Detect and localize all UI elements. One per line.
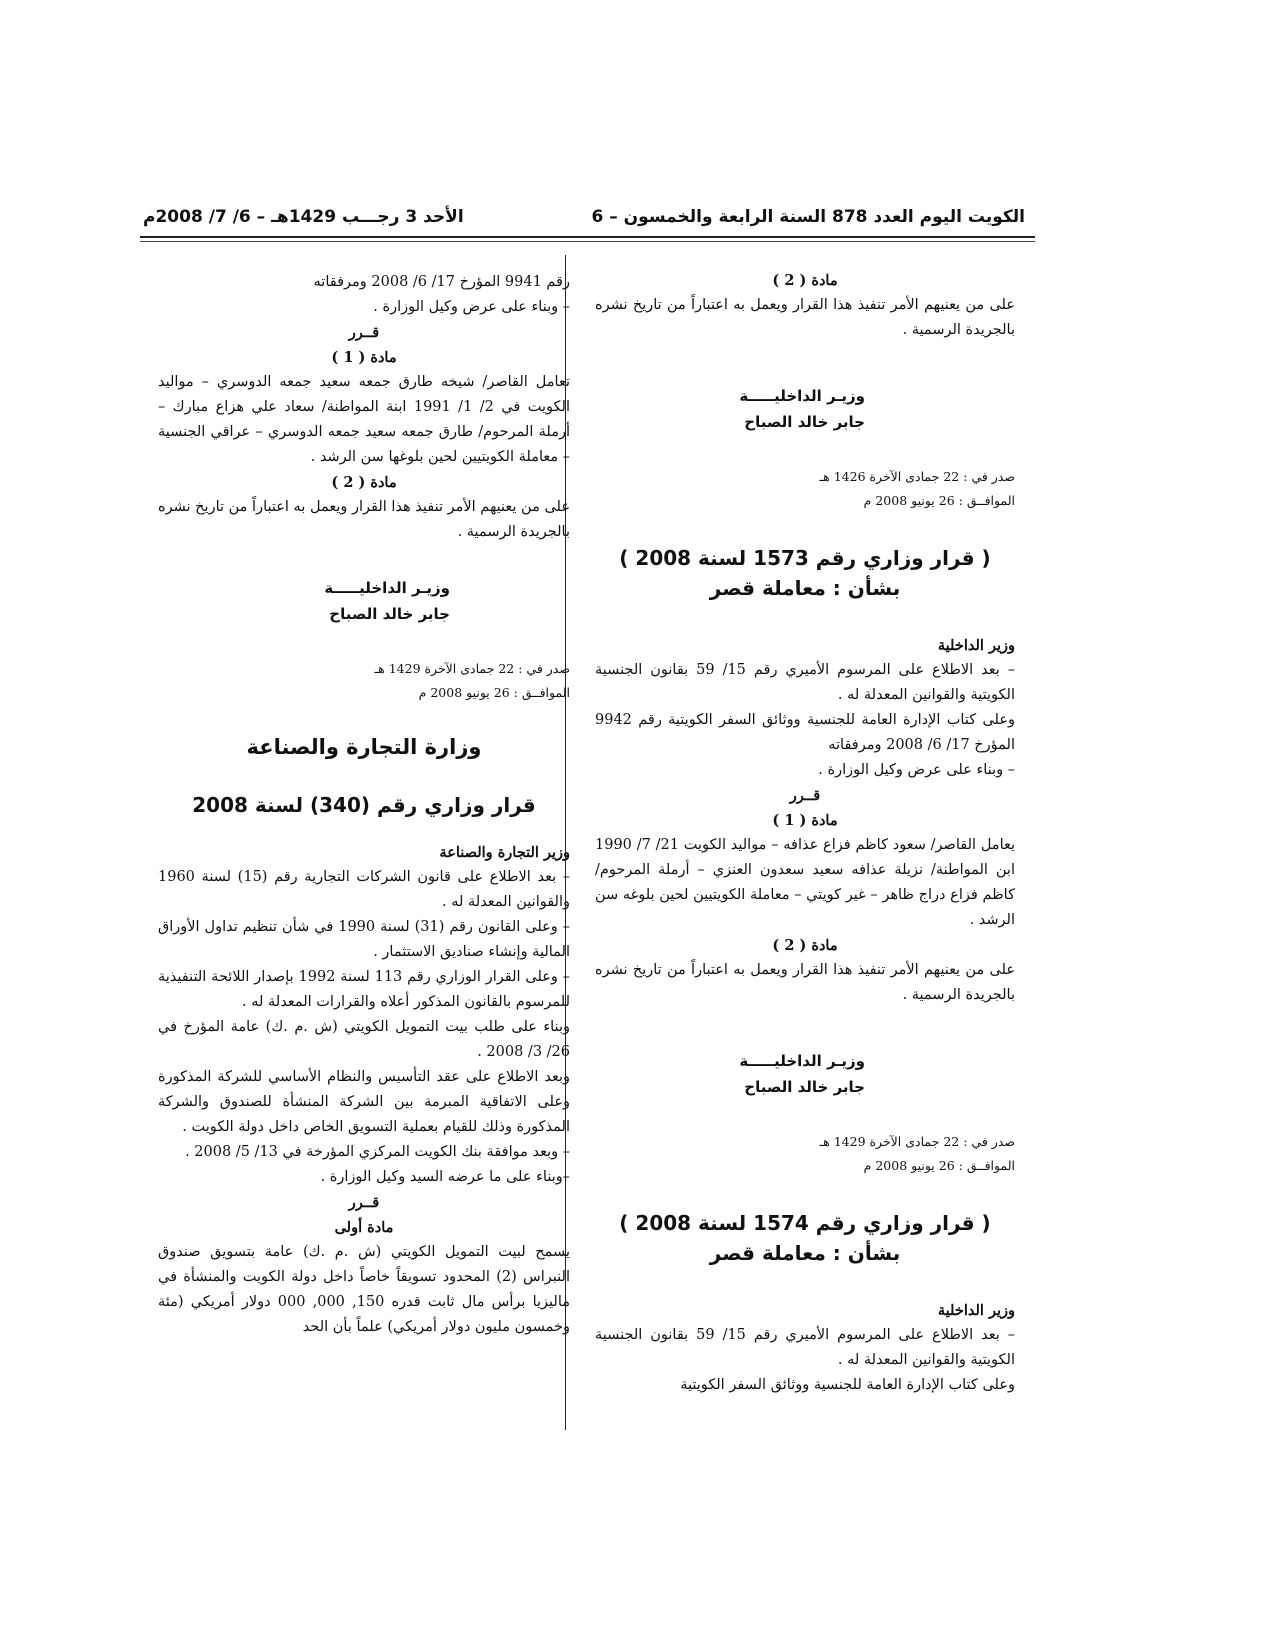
- ministry-heading: وزارة التجارة والصناعة: [246, 735, 482, 759]
- article-1-heading: مادة ( 1 ): [331, 349, 397, 366]
- preamble-1: – بعد الاطلاع على المرسوم الأميري رقم 15/ 59 بقانون الجنسية الكويتية والقوانين المعدلة له .: [595, 662, 1015, 703]
- header-rule-thin: [140, 241, 1035, 242]
- issue-date-block: [595, 1130, 1015, 1178]
- signature-title: وزيـر الداخليـــــة: [739, 387, 865, 405]
- page-header-date: الأحد 3 رجـــب 1429هـ – 6/ 7/ 2008م: [143, 207, 464, 227]
- minister-line: وزير الداخلية: [937, 637, 1015, 654]
- corresponding-date: الموافــق : 26 يونيو 2008 م: [863, 1158, 1015, 1173]
- issued-date: صدر في : 22 جمادى الآخرة 1429 هـ: [819, 1134, 1015, 1149]
- decision-340-title: قرار وزاري رقم (340) لسنة 2008: [192, 793, 536, 817]
- preamble-2: وعلى كتاب الإدارة العامة للجنسية ووثائق السفر الكويتية رقم 9942 المؤرخ 17/ 6/ 2008 ومرفقاته: [595, 712, 1015, 753]
- preamble-4: وبناء على طلب بيت التمويل الكويتي (ش .م .ك) عامة المؤرخ في 26/ 3/ 2008 .: [158, 1019, 570, 1060]
- signature-title: وزيـر الداخليـــــة: [324, 579, 450, 597]
- preamble-1: – بعد الاطلاع على المرسوم الأميري رقم 15/ 59 بقانون الجنسية الكويتية والقوانين المعدلة له .: [595, 1327, 1015, 1368]
- preamble-2: – وعلى القانون رقم (31) لسنة 1990 في شأن تنظيم تداول الأوراق المالية وإنشاء صناديق الاستثمار .: [158, 919, 570, 960]
- decision-1573-title: ( قرار وزاري رقم 1573 لسنة 2008 ): [619, 546, 991, 570]
- article-1-text: تعامل القاصر/ شيخه طارق جمعه سعيد جمعه الدوسري – مواليد الكويت في 2/ 1/ 1991 ابنة المواطنة/ سعاد علي هزاع مبارك – أرملة المرحوم/ طارق جمعه سعيد جمعه الدوسري – عراقي الجنسية – معاملة الكويتيين لحين بلوغها سن الرشد .: [158, 374, 570, 465]
- preamble-3: – وبناء على عرض وكيل الوزارة .: [818, 762, 1015, 778]
- minister-line: وزير الداخلية: [937, 1302, 1015, 1319]
- header-rule: [140, 236, 1035, 238]
- decision-1574-subject: بشأن : معاملة قصر: [709, 1241, 901, 1265]
- signature-block: [595, 383, 1015, 435]
- decided-heading: قــرر: [789, 787, 821, 804]
- article-1-heading: مادة ( 1 ): [772, 812, 838, 829]
- preamble-continued: رقم 9941 المؤرخ 17/ 6/ 2008 ومرفقاته: [313, 274, 570, 290]
- signature-name: جابر خالد الصباح: [744, 1078, 865, 1096]
- article-2-heading: مادة ( 2 ): [772, 937, 838, 954]
- article-1-text: يعامل القاصر/ سعود كاظم فزاع عذافه – مواليد الكويت 21/ 7/ 1990 ابن المواطنة/ نزيلة عذافه سعيد سعدون العنزي – أرملة المرحوم/ كاظم فزاع دراج ظاهر – غير كويتي – معاملة الكويتيين لحين بلوغه سن الرشد .: [595, 837, 1016, 928]
- article-first-heading: مادة أولى: [334, 1219, 394, 1236]
- preamble-2: وعلى كتاب الإدارة العامة للجنسية ووثائق السفر الكويتية: [680, 1377, 1015, 1393]
- article-first-text: يسمح لبيت التمويل الكويتي (ش .م .ك) عامة بتسويق صندوق النبراس (2) المحدود تسويقاً خاصاً داخل دولة الكويت والمنشأة في ماليزيا برأس مال ثابت قدره 150, 000, 000 دولار أمريكي (مئة وخمسون مليون دولار أمريكي) علماً بأن الحد: [158, 1244, 571, 1335]
- signature-block: [158, 575, 570, 627]
- signature-title: وزيـر الداخليـــــة: [739, 1052, 865, 1070]
- left-column: [158, 270, 570, 1340]
- article-2-text: على من يعنيهم الأمر تنفيذ هذا القرار ويعمل به اعتباراً من تاريخ نشره بالجريدة الرسمية .: [595, 962, 1015, 1003]
- page-header-issue: الكويت اليوم العدد 878 السنة الرابعة والخمسون – 6: [591, 207, 1025, 227]
- right-column: [595, 268, 1015, 1398]
- signature-name: جابر خالد الصباح: [744, 413, 865, 431]
- issue-date-block: [158, 657, 570, 705]
- signature-block: [595, 1048, 1015, 1100]
- minister-line: وزير التجارة والصناعة: [439, 844, 570, 861]
- preamble-5: وبعد الاطلاع على عقد التأسيس والنظام الأساسي للشركة المذكورة وعلى الاتفاقية المبرمة بين الشركة المنشأة للصندوق والشركة المذكورة وذلك للقيام بعملية التسويق الخاص داخل دولة الكويت .: [158, 1069, 570, 1135]
- article-2-text: على من يعنيهم الأمر تنفيذ هذا القرار ويعمل به اعتباراً من تاريخ نشره بالجريدة الرسمية .: [158, 499, 570, 540]
- decision-1574-title: ( قرار وزاري رقم 1574 لسنة 2008 ): [619, 1211, 991, 1235]
- decided-heading: قــرر: [348, 324, 380, 341]
- article-2-text: على من يعنيهم الأمر تنفيذ هذا القرار ويعمل به اعتباراً من تاريخ نشره بالجريدة الرسمية .: [595, 297, 1015, 338]
- decided-heading: قــرر: [348, 1194, 380, 1211]
- preamble-1: – بعد الاطلاع على قانون الشركات التجارية رقم (15) لسنة 1960 والقوانين المعدلة له .: [158, 869, 570, 910]
- preamble-3: – وعلى القرار الوزاري رقم 113 لسنة 1992 بإصدار اللائحة التنفيذية للمرسوم بالقانون المذكور أعلاه والقرارات المعدلة له .: [158, 969, 570, 1010]
- article-2-heading: مادة ( 2 ): [772, 272, 838, 289]
- corresponding-date: الموافــق : 26 يونيو 2008 م: [863, 493, 1015, 508]
- issue-date-block: [595, 465, 1015, 513]
- corresponding-date: الموافــق : 26 يونيو 2008 م: [418, 685, 570, 700]
- preamble-6: – وبعد موافقة بنك الكويت المركزي المؤرخة في 13/ 5/ 2008 .: [185, 1144, 570, 1160]
- preamble-basis: – وبناء على عرض وكيل الوزارة .: [373, 299, 570, 315]
- preamble-7: –وبناء على ما عرضه السيد وكيل الوزارة .: [320, 1169, 570, 1185]
- signature-name: جابر خالد الصباح: [329, 605, 450, 623]
- issued-date: صدر في : 22 جمادى الآخرة 1426 هـ: [819, 469, 1015, 484]
- article-2-heading: مادة ( 2 ): [331, 474, 397, 491]
- issued-date: صدر في : 22 جمادى الآخرة 1429 هـ: [374, 661, 570, 676]
- decision-1573-subject: بشأن : معاملة قصر: [709, 576, 901, 600]
